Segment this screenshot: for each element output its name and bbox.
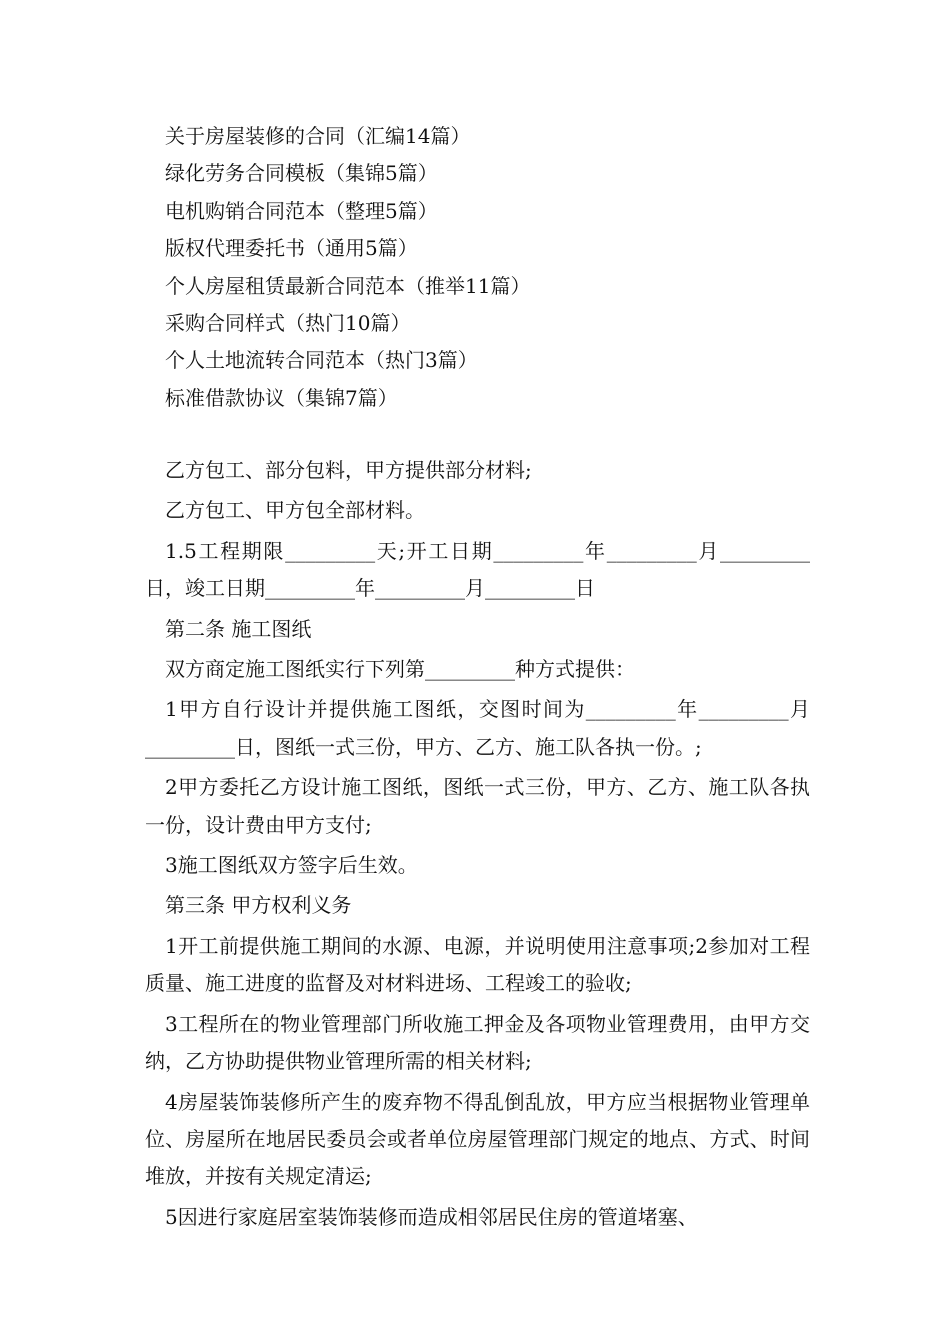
related-link[interactable]: 采购合同样式（热门10篇） — [165, 310, 411, 335]
contract-body — [145, 452, 810, 1236]
paragraph: 3工程所在的物业管理部门所收施工押金及各项物业管理费用，由甲方交纳，乙方协助提供物业管理所需的相关材料; — [145, 1011, 810, 1074]
related-link[interactable]: 版权代理委托书（通用5篇） — [165, 236, 418, 261]
section-heading: 第二条 施工图纸 — [165, 616, 312, 641]
paragraph: 1甲方自行设计并提供施工图纸，交图时间为_________年_________月_________日，图纸一式三份，甲方、乙方、施工队各执一份。; — [145, 697, 810, 759]
paragraph: 双方商定施工图纸实行下列第_________种方式提供： — [165, 657, 635, 682]
related-link[interactable]: 个人土地流转合同范本（热门3篇） — [165, 348, 478, 373]
paragraph: 4房屋装饰装修所产生的废弃物不得乱倒乱放，甲方应当根据物业管理单位、房屋所在地居民委员会或者单位房屋管理部门规定的地点、方式、时间堆放，并按有关规定清运; — [145, 1089, 810, 1189]
related-link[interactable]: 个人房屋租赁最新合同范本（推举11篇） — [165, 273, 531, 298]
paragraph: 3施工图纸双方签字后生效。 — [165, 853, 418, 878]
related-link[interactable]: 标准借款协议（集锦7篇） — [165, 385, 398, 410]
related-link[interactable]: 关于房屋装修的合同（汇编14篇） — [165, 124, 471, 148]
paragraph: 5因进行家庭居室装饰装修而造成相邻居民住房的管道堵塞、 — [165, 1204, 698, 1229]
related-links-list — [165, 118, 845, 417]
related-link[interactable]: 绿化劳务合同模板（集锦5篇） — [165, 161, 438, 186]
paragraph-construction-period: 1.5工程期限_________天;开工日期_________年_________月_________日，竣工日期_________年_________月_________日 — [145, 538, 810, 601]
paragraph: 乙方包工、部分包料，甲方提供部分材料; — [165, 458, 532, 482]
section-heading: 第三条 甲方权利义务 — [165, 893, 352, 918]
paragraph: 2甲方委托乙方设计施工图纸，图纸一式三份，甲方、乙方、施工队各执一份，设计费由甲方支付; — [145, 775, 810, 837]
related-link[interactable]: 电机购销合同范本（整理5篇） — [165, 198, 438, 223]
paragraph: 1开工前提供施工期间的水源、电源，并说明使用注意事项;2参加对工程质量、施工进度的监督及对材料进场、工程竣工的验收; — [145, 933, 810, 996]
paragraph: 乙方包工、甲方包全部材料。 — [165, 498, 425, 523]
